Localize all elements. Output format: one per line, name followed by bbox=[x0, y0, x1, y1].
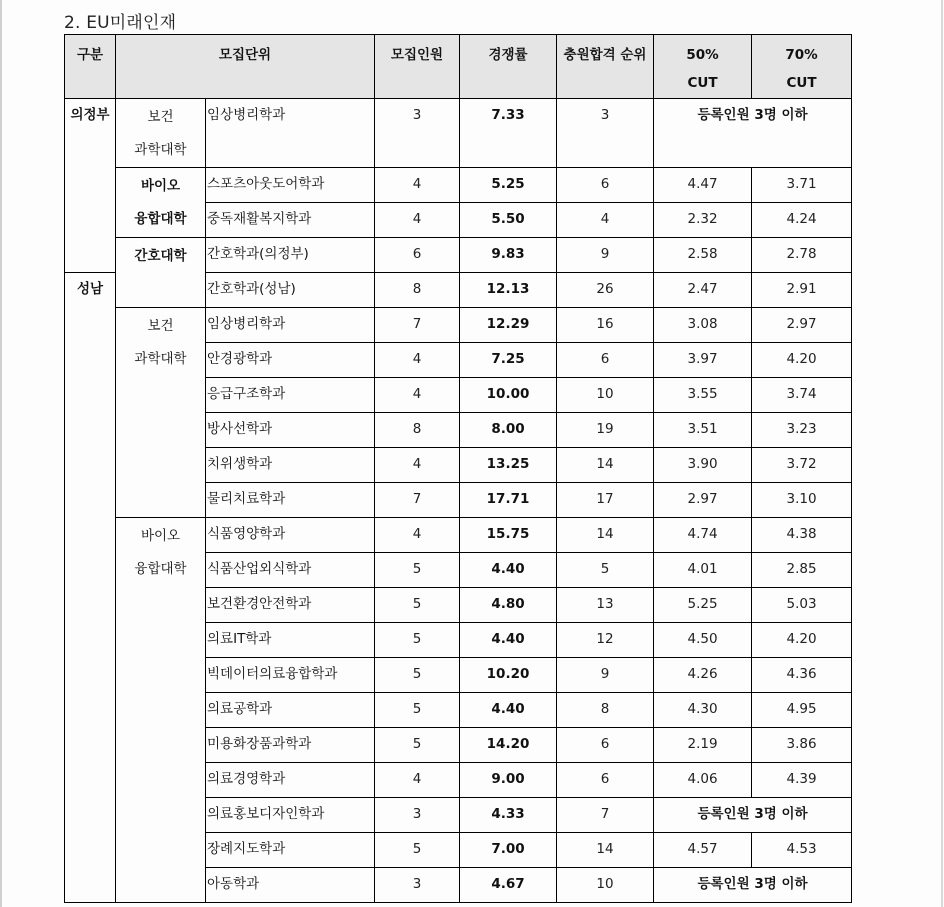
cut70-cell: 3.71 bbox=[752, 168, 852, 203]
cut70-cell: 2.85 bbox=[752, 553, 852, 588]
cut50-cell: 2.58 bbox=[654, 238, 752, 273]
dept-cell: 의료IT학과 bbox=[206, 623, 375, 658]
rate-cell: 12.29 bbox=[460, 308, 557, 343]
cut50-cell: 4.74 bbox=[654, 518, 752, 553]
rate-cell: 13.25 bbox=[460, 448, 557, 483]
rate-cell: 9.83 bbox=[460, 238, 557, 273]
quota-cell: 4 bbox=[375, 168, 460, 203]
college-cell bbox=[116, 238, 206, 308]
rate-cell: 8.00 bbox=[460, 413, 557, 448]
page-right-edge bbox=[941, 0, 943, 907]
table-row bbox=[65, 238, 852, 273]
quota-cell: 8 bbox=[375, 273, 460, 308]
college-line2: 과학대학 bbox=[134, 142, 187, 158]
admissions-table bbox=[64, 34, 852, 903]
cut50-cell: 3.97 bbox=[654, 343, 752, 378]
cut70-cell: 5.03 bbox=[752, 588, 852, 623]
cut50-cell: 3.51 bbox=[654, 413, 752, 448]
cut50-cell: 4.06 bbox=[654, 763, 752, 798]
college-cell bbox=[116, 168, 206, 238]
cut50-cell: 3.08 bbox=[654, 308, 752, 343]
cut50-cell: 4.01 bbox=[654, 553, 752, 588]
waitlist-cell: 17 bbox=[557, 483, 654, 518]
college-line1: 보건 bbox=[147, 318, 174, 334]
dept-cell: 식품산업외식학과 bbox=[206, 553, 375, 588]
quota-cell: 7 bbox=[375, 483, 460, 518]
rate-cell: 4.40 bbox=[460, 623, 557, 658]
cut50-cell: 2.32 bbox=[654, 203, 752, 238]
dept-cell: 간호학과(의정부) bbox=[206, 238, 375, 273]
college-cell bbox=[116, 308, 206, 518]
dept-cell: 빅데이터의료융합학과 bbox=[206, 658, 375, 693]
quota-cell: 5 bbox=[375, 833, 460, 868]
dept-cell: 장례지도학과 bbox=[206, 833, 375, 868]
waitlist-cell: 6 bbox=[557, 168, 654, 203]
cut50-cell: 4.26 bbox=[654, 658, 752, 693]
campus-cell: 의정부 bbox=[65, 99, 116, 273]
dept-cell: 중독재활복지학과 bbox=[206, 203, 375, 238]
cut50-cell: 3.90 bbox=[654, 448, 752, 483]
waitlist-cell: 8 bbox=[557, 693, 654, 728]
rate-cell: 4.67 bbox=[460, 868, 557, 903]
college-line2: 과학대학 bbox=[134, 351, 187, 367]
rate-cell: 4.40 bbox=[460, 693, 557, 728]
header-cut70-line2: CUT bbox=[786, 75, 817, 91]
waitlist-cell: 12 bbox=[557, 623, 654, 658]
rate-cell: 9.00 bbox=[460, 763, 557, 798]
dept-cell: 안경광학과 bbox=[206, 343, 375, 378]
quota-cell: 4 bbox=[375, 518, 460, 553]
dept-cell: 간호학과(성남) bbox=[206, 273, 375, 308]
rate-cell: 7.00 bbox=[460, 833, 557, 868]
waitlist-cell: 26 bbox=[557, 273, 654, 308]
cut70-cell: 4.39 bbox=[752, 763, 852, 798]
waitlist-cell: 9 bbox=[557, 238, 654, 273]
header-cut70 bbox=[752, 35, 852, 99]
quota-cell: 5 bbox=[375, 693, 460, 728]
waitlist-cell: 6 bbox=[557, 728, 654, 763]
dept-cell: 스포츠아웃도어학과 bbox=[206, 168, 375, 203]
header-cut50-line2: CUT bbox=[687, 75, 718, 91]
quota-cell: 4 bbox=[375, 343, 460, 378]
cut50-cell: 2.47 bbox=[654, 273, 752, 308]
dept-cell: 응급구조학과 bbox=[206, 378, 375, 413]
quota-cell: 4 bbox=[375, 448, 460, 483]
college-line1: 바이오 bbox=[140, 178, 181, 194]
dept-cell: 치위생학과 bbox=[206, 448, 375, 483]
cut70-cell: 2.97 bbox=[752, 308, 852, 343]
header-row bbox=[65, 35, 852, 99]
rate-cell: 12.13 bbox=[460, 273, 557, 308]
cut50-cell: 2.97 bbox=[654, 483, 752, 518]
waitlist-cell: 16 bbox=[557, 308, 654, 343]
header-cut50 bbox=[654, 35, 752, 99]
waitlist-cell: 6 bbox=[557, 343, 654, 378]
dept-cell: 의료홍보디자인학과 bbox=[206, 798, 375, 833]
college-line1: 보건 bbox=[147, 109, 174, 125]
cut70-cell: 4.36 bbox=[752, 658, 852, 693]
waitlist-cell: 9 bbox=[557, 658, 654, 693]
rate-cell: 14.20 bbox=[460, 728, 557, 763]
rate-cell: 7.33 bbox=[460, 99, 557, 168]
dept-cell: 방사선학과 bbox=[206, 413, 375, 448]
quota-cell: 4 bbox=[375, 203, 460, 238]
table-row bbox=[65, 168, 852, 203]
quota-cell: 5 bbox=[375, 588, 460, 623]
cut50-cell: 4.57 bbox=[654, 833, 752, 868]
dept-cell: 미용화장품과학과 bbox=[206, 728, 375, 763]
header-rate: 경쟁률 bbox=[460, 35, 557, 99]
cut50-cell: 4.47 bbox=[654, 168, 752, 203]
dept-cell: 임상병리학과 bbox=[206, 99, 375, 168]
cut70-cell: 3.10 bbox=[752, 483, 852, 518]
table-row bbox=[65, 308, 852, 343]
quota-cell: 4 bbox=[375, 378, 460, 413]
note-cell: 등록인원 3명 이하 bbox=[654, 868, 852, 903]
waitlist-cell: 14 bbox=[557, 448, 654, 483]
rate-cell: 10.20 bbox=[460, 658, 557, 693]
rate-cell: 4.33 bbox=[460, 798, 557, 833]
waitlist-cell: 7 bbox=[557, 798, 654, 833]
rate-cell: 5.50 bbox=[460, 203, 557, 238]
college-cell bbox=[116, 518, 206, 903]
header-cut70-line1: 70% bbox=[785, 47, 818, 63]
cut70-cell: 4.53 bbox=[752, 833, 852, 868]
header-cut50-line1: 50% bbox=[686, 47, 719, 63]
quota-cell: 5 bbox=[375, 623, 460, 658]
waitlist-cell: 4 bbox=[557, 203, 654, 238]
dept-cell: 임상병리학과 bbox=[206, 308, 375, 343]
waitlist-cell: 19 bbox=[557, 413, 654, 448]
waitlist-cell: 6 bbox=[557, 763, 654, 798]
waitlist-cell: 10 bbox=[557, 868, 654, 903]
cut70-cell: 4.24 bbox=[752, 203, 852, 238]
header-quota: 모집인원 bbox=[375, 35, 460, 99]
cut50-cell: 3.55 bbox=[654, 378, 752, 413]
dept-cell: 의료공학과 bbox=[206, 693, 375, 728]
rate-cell: 7.25 bbox=[460, 343, 557, 378]
dept-cell: 물리치료학과 bbox=[206, 483, 375, 518]
quota-cell: 5 bbox=[375, 728, 460, 763]
dept-cell: 의료경영학과 bbox=[206, 763, 375, 798]
cut70-cell: 2.78 bbox=[752, 238, 852, 273]
college-line1: 바이오 bbox=[140, 528, 181, 544]
header-category: 구분 bbox=[65, 35, 116, 99]
quota-cell: 7 bbox=[375, 308, 460, 343]
waitlist-cell: 14 bbox=[557, 518, 654, 553]
cut70-cell: 4.20 bbox=[752, 623, 852, 658]
waitlist-cell: 5 bbox=[557, 553, 654, 588]
quota-cell: 5 bbox=[375, 553, 460, 588]
waitlist-cell: 3 bbox=[557, 99, 654, 168]
college-line2: 융합대학 bbox=[134, 561, 187, 577]
quota-cell: 3 bbox=[375, 798, 460, 833]
page-left-edge bbox=[0, 0, 2, 907]
cut70-cell: 4.38 bbox=[752, 518, 852, 553]
college-line2: 융합대학 bbox=[134, 211, 187, 227]
cut50-cell: 5.25 bbox=[654, 588, 752, 623]
college-line1: 간호대학 bbox=[134, 248, 187, 264]
table-row bbox=[65, 518, 852, 553]
cut70-cell: 3.74 bbox=[752, 378, 852, 413]
cut70-cell: 4.20 bbox=[752, 343, 852, 378]
cut50-cell: 2.19 bbox=[654, 728, 752, 763]
quota-cell: 3 bbox=[375, 99, 460, 168]
cut70-cell: 2.91 bbox=[752, 273, 852, 308]
waitlist-cell: 14 bbox=[557, 833, 654, 868]
dept-cell: 식품영양학과 bbox=[206, 518, 375, 553]
rate-cell: 10.00 bbox=[460, 378, 557, 413]
header-unit: 모집단위 bbox=[116, 35, 375, 99]
rate-cell: 4.40 bbox=[460, 553, 557, 588]
quota-cell: 5 bbox=[375, 658, 460, 693]
college-cell bbox=[116, 99, 206, 168]
table-row bbox=[65, 99, 852, 168]
quota-cell: 3 bbox=[375, 868, 460, 903]
rate-cell: 17.71 bbox=[460, 483, 557, 518]
cut70-cell: 3.72 bbox=[752, 448, 852, 483]
dept-cell: 보건환경안전학과 bbox=[206, 588, 375, 623]
campus-cell: 성남 bbox=[65, 273, 116, 903]
dept-cell: 아동학과 bbox=[206, 868, 375, 903]
cut70-cell: 3.86 bbox=[752, 728, 852, 763]
rate-cell: 15.75 bbox=[460, 518, 557, 553]
waitlist-cell: 13 bbox=[557, 588, 654, 623]
quota-cell: 4 bbox=[375, 763, 460, 798]
header-waitlist: 충원합격 순위 bbox=[557, 35, 654, 99]
waitlist-cell: 10 bbox=[557, 378, 654, 413]
cut70-cell: 4.95 bbox=[752, 693, 852, 728]
quota-cell: 8 bbox=[375, 413, 460, 448]
note-cell: 등록인원 3명 이하 bbox=[654, 798, 852, 833]
section-title: 2. EU미래인재 bbox=[64, 13, 177, 33]
cut50-cell: 4.30 bbox=[654, 693, 752, 728]
rate-cell: 5.25 bbox=[460, 168, 557, 203]
cut50-cell: 4.50 bbox=[654, 623, 752, 658]
rate-cell: 4.80 bbox=[460, 588, 557, 623]
cut70-cell: 3.23 bbox=[752, 413, 852, 448]
quota-cell: 6 bbox=[375, 238, 460, 273]
note-cell: 등록인원 3명 이하 bbox=[654, 99, 852, 168]
